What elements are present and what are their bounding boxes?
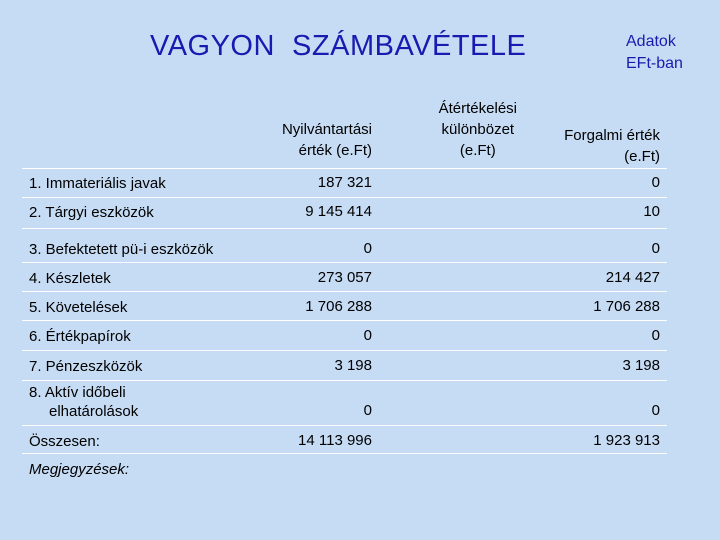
- page-title: VAGYON SZÁMBAVÉTELE: [150, 30, 527, 62]
- row-market-inventory: 214 427: [605, 269, 660, 286]
- row-market-securities: 0: [651, 327, 660, 344]
- row-market-accruals: 0: [651, 402, 660, 419]
- row-book-intangibles: 187 321: [317, 174, 372, 191]
- total-book: 14 113 996: [298, 432, 372, 449]
- row-divider: [22, 320, 667, 321]
- header-revaluation-line3: (e.Ft): [459, 142, 496, 159]
- row-divider: [22, 380, 667, 381]
- total-market: 1 923 913: [593, 432, 660, 449]
- total-divider: [22, 453, 667, 454]
- row-book-securities: 0: [363, 327, 372, 344]
- row-book-tangible-assets: 9 145 414: [305, 203, 372, 220]
- header-market-value-line1: Forgalmi érték: [564, 127, 660, 144]
- total-label: Összesen:: [29, 433, 100, 450]
- row-divider: [22, 350, 667, 351]
- row-label-intangibles: 1. Immateriális javak: [29, 175, 166, 192]
- row-label-tangible-assets: 2. Tárgyi eszközök: [29, 204, 154, 221]
- row-divider: [22, 228, 667, 229]
- row-label-accruals-line2: elhatárolások: [49, 403, 139, 420]
- row-divider: [22, 197, 667, 198]
- header-book-value-line2: érték (e.Ft): [298, 142, 372, 159]
- row-label-inventory: 4. Készletek: [29, 270, 111, 287]
- row-market-receivables: 1 706 288: [593, 298, 660, 315]
- row-label-accruals-line1: 8. Aktív időbeli: [29, 384, 126, 401]
- units-line1: Adatok: [626, 33, 676, 50]
- row-label-accruals: [29, 383, 138, 421]
- row-book-inventory: 273 057: [317, 269, 372, 286]
- header-market-value-line2: (e.Ft): [624, 148, 660, 165]
- row-market-financial-investments: 0: [651, 240, 660, 257]
- header-revaluation-line1: Átértékelési: [438, 100, 517, 117]
- row-label-cash: 7. Pénzeszközök: [29, 358, 143, 375]
- units-note: [626, 31, 683, 75]
- header-book-value-line1: Nyilvántartási: [281, 121, 372, 138]
- notes-label: Megjegyzések:: [29, 461, 130, 478]
- row-divider: [22, 262, 667, 263]
- row-book-cash: 3 198: [334, 357, 372, 374]
- header-market-value: [564, 125, 660, 167]
- row-book-receivables: 1 706 288: [305, 298, 372, 315]
- row-market-cash: 3 198: [622, 357, 660, 374]
- row-book-accruals: 0: [363, 402, 372, 419]
- row-market-tangible-assets: 10: [643, 203, 660, 220]
- header-revaluation: [439, 98, 517, 161]
- row-label-receivables: 5. Követelések: [29, 299, 128, 316]
- row-divider: [22, 425, 667, 426]
- header-book-value: [282, 119, 372, 161]
- units-line2: EFt-ban: [626, 55, 683, 72]
- header-divider: [22, 168, 667, 169]
- header-revaluation-line2: különbözet: [441, 121, 515, 138]
- row-book-financial-investments: 0: [363, 240, 372, 257]
- row-market-intangibles: 0: [651, 174, 660, 191]
- row-divider: [22, 291, 667, 292]
- row-label-securities: 6. Értékpapírok: [29, 328, 131, 345]
- row-label-financial-investments: 3. Befektetett pü-i eszközök: [29, 241, 214, 258]
